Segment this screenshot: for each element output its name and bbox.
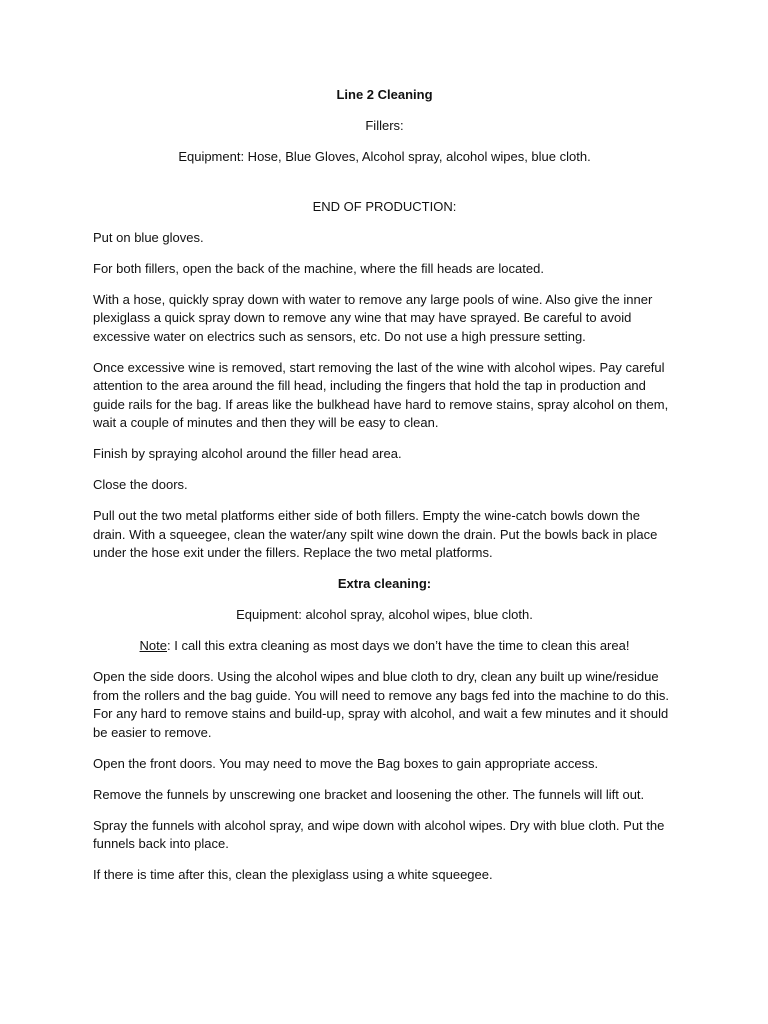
- step-paragraph: Finish by spraying alcohol around the filler head area.: [93, 446, 402, 461]
- extra-step-paragraph: Open the front doors. You may need to move the Bag boxes to gain appropriate access.: [93, 755, 599, 771]
- note-label: Note: [139, 638, 167, 653]
- step-paragraph: Once excessive wine is removed, start removing the last of the wine with alcohol wipes. Pay careful attention to the area around the fill head, including the fingers that hold the tap in production and guide rails for the bag. If areas like the bulkhead have hard to remove stains, spray alcohol on them, wait a couple of minutes and then they will be easy to clean.: [93, 359, 669, 430]
- end-of-production-heading: END OF PRODUCTION:: [312, 198, 457, 214]
- equipment-extra: Equipment: alcohol spray, alcohol wipes, blue cloth.: [236, 607, 533, 622]
- step-paragraph: Close the doors.: [93, 477, 188, 492]
- extra-step-paragraph: Spray the funnels with alcohol spray, and wipe down with alcohol wipes. Dry with blue cloth. Put the funnels back into place.: [93, 817, 665, 851]
- step-paragraph: With a hose, quickly spray down with water to remove any large pools of wine. Also give the inner plexiglass a quick spray down to remove any wine that may have sprayed. Be careful to avoid excessive water on electrics such as sensors, etc. Do not use a high pressure setting.: [93, 291, 653, 344]
- step-paragraph: For both fillers, open the back of the machine, where the fill heads are located.: [93, 260, 544, 276]
- section-fillers-heading: Fillers:: [365, 118, 404, 133]
- document-page: [93, 86, 676, 897]
- step-paragraph: Pull out the two metal platforms either side of both fillers. Empty the wine-catch bowls down the drain. With a squeegee, clean the water/any spilt wine down the drain. Put the bowls back in place under the hose exit under the fillers. Replace the two metal platforms.: [93, 508, 658, 560]
- note-text: : I call this extra cleaning as most days we don’t have the time to clean this area!: [167, 638, 630, 653]
- extra-cleaning-heading: Extra cleaning:: [337, 576, 432, 591]
- extra-step-paragraph: If there is time after this, clean the plexiglass using a white squeegee.: [93, 867, 493, 882]
- document-title: Line 2 Cleaning: [336, 87, 433, 102]
- extra-step-paragraph: Remove the funnels by unscrewing one bracket and loosening the other. The funnels will lift out.: [93, 786, 645, 802]
- equipment-fillers: Equipment: Hose, Blue Gloves, Alcohol spray, alcohol wipes, blue cloth.: [178, 149, 591, 164]
- spacer: [93, 179, 676, 198]
- extra-step-paragraph: Open the side doors. Using the alcohol wipes and blue cloth to dry, clean any built up wine/residue from the rollers and the bag guide. You will need to remove any bags fed into the machine to do this. For any hard to remove stains and build-up, spray with alcohol, and wait a few minutes and it should be easier to remove.: [93, 669, 669, 740]
- note-paragraph: [93, 637, 676, 656]
- step-paragraph: Put on blue gloves.: [93, 229, 204, 245]
